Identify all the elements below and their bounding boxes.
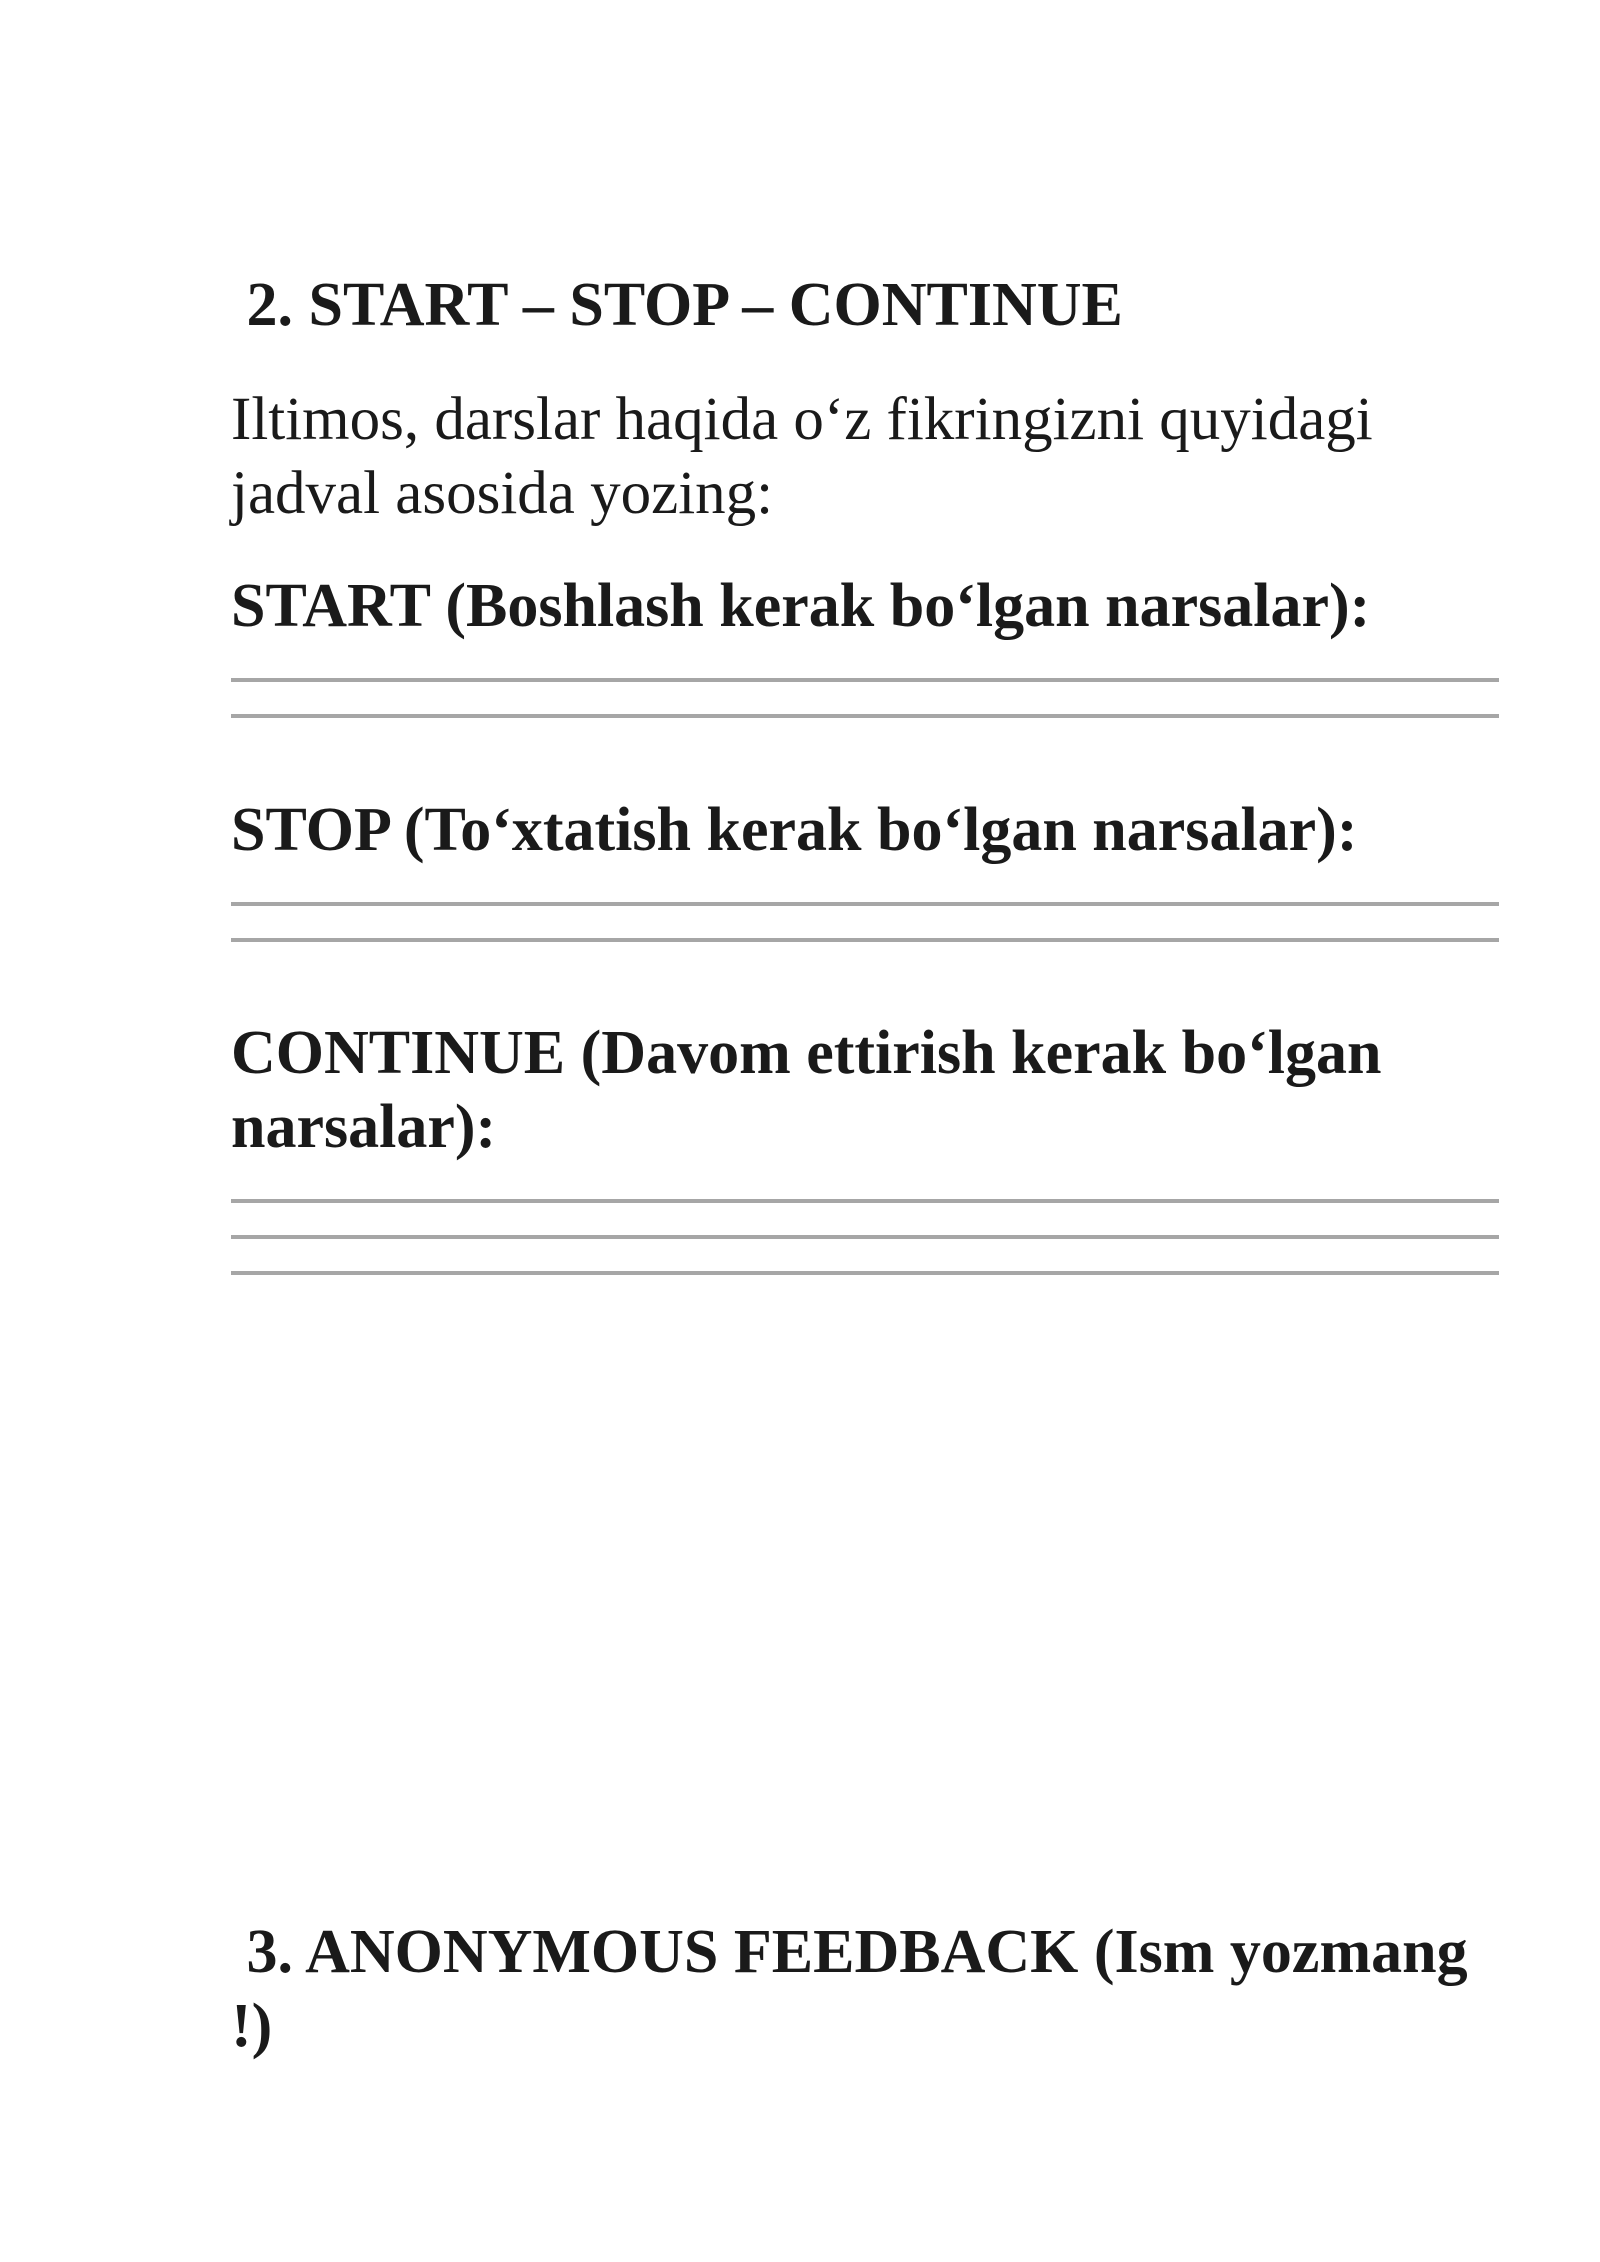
stop-answer-line-2[interactable] [231, 938, 1499, 942]
start-answer-line-2[interactable] [231, 714, 1499, 718]
continue-answer-line-1[interactable] [231, 1199, 1499, 1203]
section-3-title: 3. ANONYMOUS FEEDBACK (Ism yozmang !) [231, 1918, 1484, 2060]
continue-answer-line-2[interactable] [231, 1235, 1499, 1239]
stop-label: STOP (To‘xtatish kerak bo‘lgan narsalar): [231, 796, 1358, 864]
section-2-title: 2. START – STOP – CONTINUE [231, 271, 1123, 339]
start-answer-line-1[interactable] [231, 678, 1499, 682]
section-2-instructions: Iltimos, darslar haqida o‘z fikringizni quyidagi jadval asosida yozing: [231, 386, 1373, 527]
start-label: START (Boshlash kerak bo‘lgan narsalar): [231, 572, 1371, 640]
continue-answer-line-3[interactable] [231, 1271, 1499, 1275]
stop-answer-line-1[interactable] [231, 902, 1499, 906]
continue-label: CONTINUE (Davom ettirish kerak bo‘lgan narsalar): [231, 1019, 1382, 1161]
